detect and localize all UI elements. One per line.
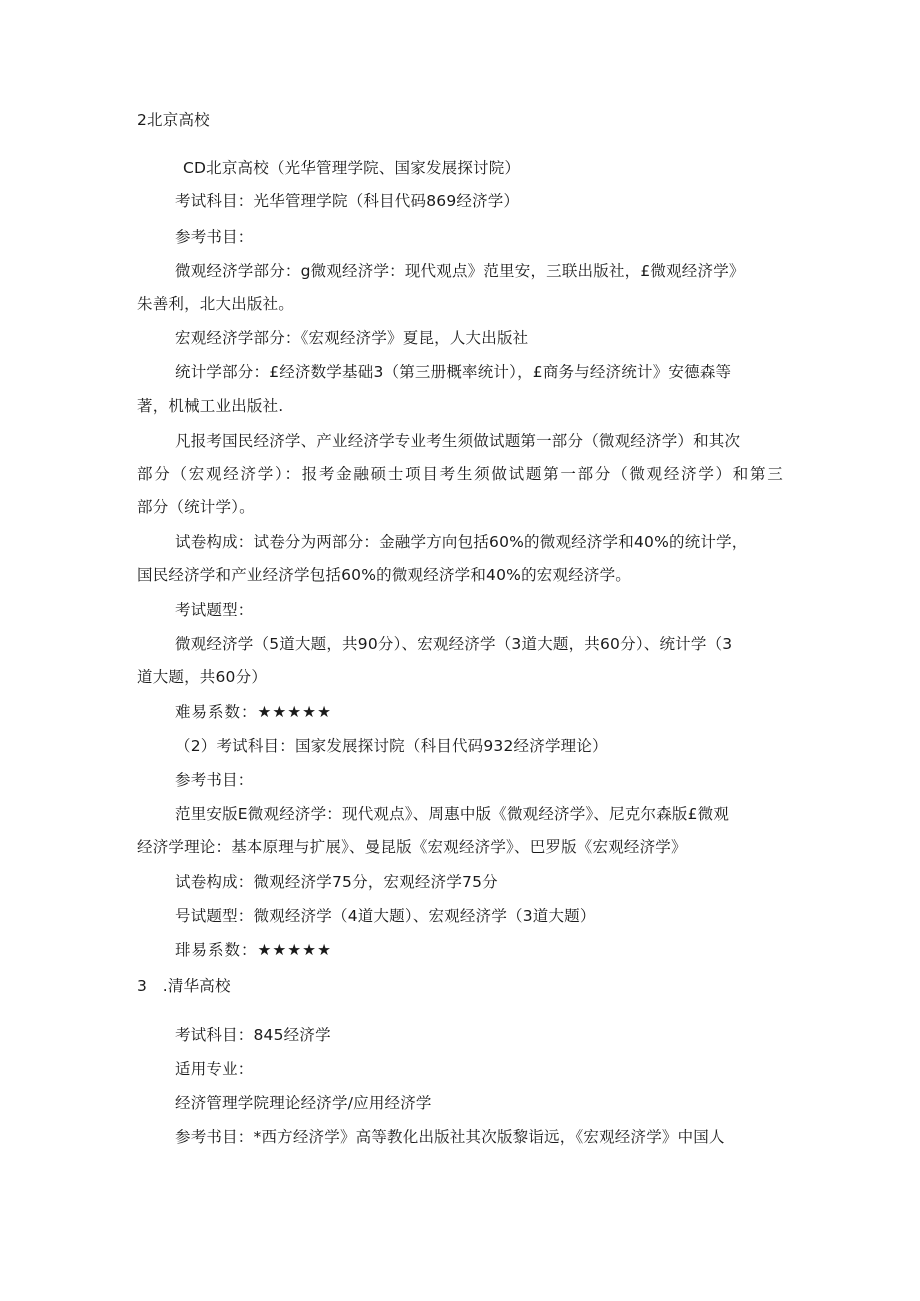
exam-subject-guanghua: 考试科目：光华管理学院（科目代码869经济学） bbox=[175, 192, 520, 210]
applicable-major-value: 经济管理学院理论经济学/应用经济学 bbox=[175, 1094, 432, 1112]
paper-structure-line-2: 国民经济学和产业经济学包括60%的微观经济学和40%的宏观经济学。 bbox=[137, 566, 632, 584]
applicable-major-label: 适用专业： bbox=[175, 1060, 254, 1078]
section-2-heading: 2北京高校 bbox=[137, 111, 210, 129]
reference-books-label: 参考书目： bbox=[175, 228, 254, 246]
question-type-label: 考试题型： bbox=[175, 601, 254, 619]
stats-reference-line-1: 统计学部分：£经济数学基础3（第三册概率统计），£商务与经济统计》安德森等 bbox=[175, 363, 732, 381]
nsd-reference-line-2: 经济学理论：基本原理与扩展》、曼昆版《宏观经济学》、巴罗版《宏观经济学》 bbox=[137, 838, 687, 856]
exam-subject-tsinghua: 考试科目：845经济学 bbox=[175, 1026, 331, 1044]
apply-rule-line-2: 部分（宏观经济学）：报考金融硕士项目考生须做试题第一部分（微观经济学）和第三 bbox=[137, 465, 783, 483]
paper-structure-nsd: 试卷构成：微观经济学75分，宏观经济学75分 bbox=[175, 873, 498, 891]
reference-books-label-2: 参考书目： bbox=[175, 771, 254, 789]
stats-reference-line-2: 著，机械工业出版社. bbox=[137, 397, 284, 415]
difficulty-rating-1: 难易系数：★★★★★ bbox=[175, 703, 332, 721]
section-3-heading: 3 .清华高校 bbox=[137, 977, 231, 995]
question-type-nsd: 号试题型：微观经济学（4道大题）、宏观经济学（3道大题） bbox=[175, 907, 596, 925]
question-type-line-1: 微观经济学（5道大题，共90分）、宏观经济学（3道大题，共60分）、统计学（3 bbox=[175, 635, 733, 653]
difficulty-rating-2: 琲易系数：★★★★★ bbox=[175, 941, 332, 959]
exam-subject-nsd: （2）考试科目：国家发展探讨院（科目代码932经济学理论） bbox=[175, 737, 608, 755]
micro-reference-line-2: 朱善利，北大出版社。 bbox=[137, 295, 295, 313]
pku-title: CD北京高校（光华管理学院、国家发展探讨院） bbox=[183, 159, 521, 177]
apply-rule-line-3: 部分（统计学）。 bbox=[137, 498, 255, 516]
apply-rule-line-1: 凡报考国民经济学、产业经济学专业考生须做试题第一部分（微观经济学）和其次 bbox=[175, 432, 741, 450]
macro-reference-line: 宏观经济学部分：《宏观经济学》夏昆，人大出版社 bbox=[175, 329, 529, 347]
nsd-reference-line-1: 范里安版E微观经济学：现代观点》、周惠中版《微观经济学》、尼克尔森版£微观 bbox=[175, 805, 730, 823]
paper-structure-line-1: 试卷构成：试卷分为两部分：金融学方向包括60%的微观经济学和40%的统计学， bbox=[175, 533, 748, 551]
micro-reference-line-1: 微观经济学部分：g微观经济学：现代观点》范里安，三联出版社，£微观经济学》 bbox=[175, 262, 745, 280]
tsinghua-reference-line-1: 参考书目：*西方经济学》高等教化出版社其次版黎诣远，《宏观经济学》中国人 bbox=[175, 1128, 725, 1146]
question-type-line-2: 道大题，共60分） bbox=[137, 668, 268, 686]
